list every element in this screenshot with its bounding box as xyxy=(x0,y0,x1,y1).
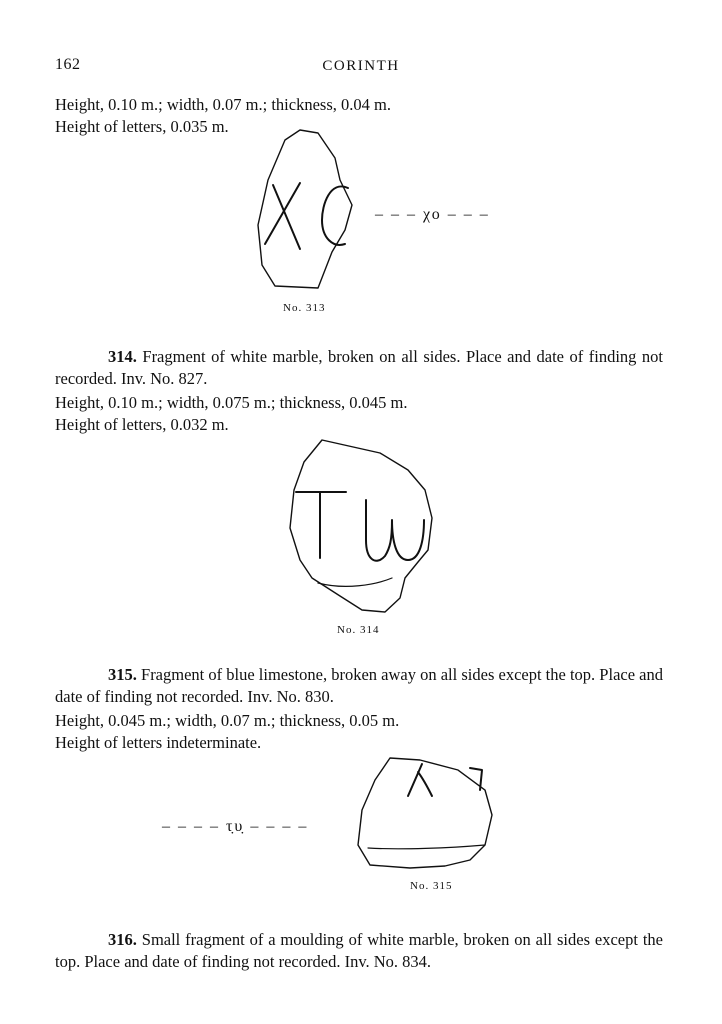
running-title: CORINTH xyxy=(322,58,400,74)
entry-313-transcription: – – – χο – – – xyxy=(375,206,490,223)
entry-314-letter-height: Height of letters, 0.032 m. xyxy=(55,415,229,434)
entry-315-number: 315. xyxy=(108,665,137,684)
entry-313-letter-height: Height of letters, 0.035 m. xyxy=(55,117,229,136)
figure-313-caption: No. 313 xyxy=(283,302,326,314)
entry-314-description: Fragment of white marble, broken on all sides. Place and date of finding not recorded. Inv. No. 827. xyxy=(55,347,664,388)
entry-316-description: Small fragment of a moulding of white marble, broken on all sides except the top. Place and date of finding not recorded. Inv. No. 834. xyxy=(55,930,663,971)
figure-314-caption: No. 314 xyxy=(337,624,380,636)
entry-314-number: 314. xyxy=(108,347,137,366)
page-number: 162 xyxy=(55,56,81,73)
entry-315-dimensions: Height, 0.045 m.; width, 0.07 m.; thickness, 0.05 m. xyxy=(55,711,400,730)
entry-315-transcription: – – – – τ̣υ̣ – – – – xyxy=(162,818,309,835)
entry-315-description: Fragment of blue limestone, broken away on all sides except the top. Place and date of finding not recorded. Inv. No. 830. xyxy=(55,665,663,706)
entry-314-dimensions: Height, 0.10 m.; width, 0.075 m.; thickness, 0.045 m. xyxy=(55,393,408,412)
entry-315-letter-height: Height of letters indeterminate. xyxy=(55,733,262,752)
figure-315-caption: No. 315 xyxy=(410,880,453,892)
entry-313-dimensions: Height, 0.10 m.; width, 0.07 m.; thickness, 0.04 m. xyxy=(55,95,391,114)
entry-316-number: 316. xyxy=(108,930,137,949)
entry-316-paragraph xyxy=(55,929,663,973)
